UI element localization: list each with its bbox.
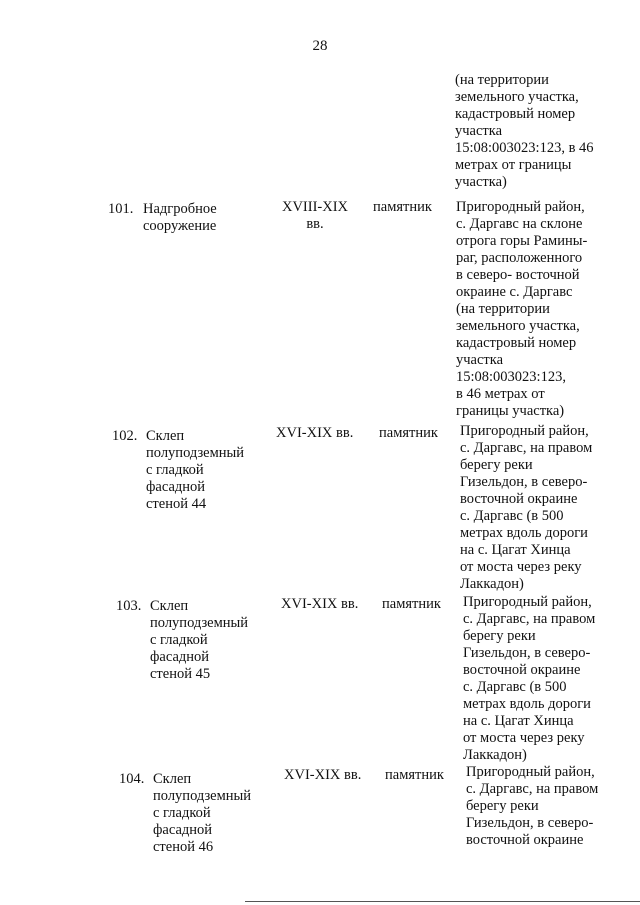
row-number: 103. bbox=[116, 598, 142, 614]
row-number: 104. bbox=[119, 771, 145, 787]
monument-name bbox=[146, 428, 244, 513]
location-line: в 46 метрах от bbox=[456, 386, 545, 402]
location-line: участка bbox=[455, 123, 503, 139]
location-line: берегу реки bbox=[460, 457, 533, 473]
location bbox=[463, 594, 595, 764]
location-line: Гизельдон, в северо- bbox=[460, 474, 588, 490]
location-line: кадастровый номер bbox=[456, 335, 577, 351]
location-line: участка bbox=[456, 352, 504, 368]
location-line: Лаккадон) bbox=[463, 747, 527, 763]
location-line: 15:08:003023:123, bbox=[456, 369, 566, 385]
location-line: участка) bbox=[455, 174, 507, 190]
period-line: вв. bbox=[306, 216, 324, 232]
category: памятник bbox=[379, 425, 438, 441]
name-line: полуподземный bbox=[150, 615, 249, 631]
location-line: восточной окраине bbox=[466, 832, 584, 848]
location-line: на с. Цагат Хинца bbox=[460, 542, 571, 558]
name-line: фасадной bbox=[153, 822, 213, 838]
name-line: стеной 45 bbox=[150, 666, 211, 682]
location-line: раг, расположенного bbox=[456, 250, 583, 266]
name-line: стеной 46 bbox=[153, 839, 214, 855]
period-line: XVI-XIX вв. bbox=[281, 596, 359, 612]
name-line: Склеп bbox=[153, 771, 192, 787]
name-line: полуподземный bbox=[153, 788, 252, 804]
location-line: (на территории bbox=[455, 72, 549, 88]
location-line: Гизельдон, в северо- bbox=[466, 815, 594, 831]
category: памятник bbox=[382, 596, 441, 612]
period bbox=[284, 767, 361, 784]
location-line: земельного участка, bbox=[456, 318, 580, 334]
location-line: метрах вдоль дороги bbox=[460, 525, 588, 541]
location-line: в северо- восточной bbox=[456, 267, 580, 283]
location-line: метрах вдоль дороги bbox=[463, 696, 591, 712]
name-line: с гладкой bbox=[153, 805, 211, 821]
name-line: фасадной bbox=[146, 479, 206, 495]
name-line: фасадной bbox=[150, 649, 210, 665]
location-line: от моста через реку bbox=[460, 559, 582, 575]
location-line: с. Даргавс, на правом bbox=[460, 440, 593, 456]
name-line: Надгробное bbox=[143, 201, 217, 217]
name-line: Склеп bbox=[146, 428, 185, 444]
row-number: 101. bbox=[108, 201, 134, 217]
location-line: Пригородный район, bbox=[456, 199, 585, 215]
location-line: отрога горы Рамины- bbox=[456, 233, 588, 249]
name-line: полуподземный bbox=[146, 445, 245, 461]
location-line: земельного участка, bbox=[455, 89, 579, 105]
location bbox=[466, 764, 598, 849]
location-line: берегу реки bbox=[466, 798, 539, 814]
period bbox=[276, 425, 353, 442]
location-line: кадастровый номер bbox=[455, 106, 576, 122]
location-line: Гизельдон, в северо- bbox=[463, 645, 591, 661]
location-line: с. Даргавс на склоне bbox=[456, 216, 583, 232]
location-line: Пригородный район, bbox=[466, 764, 595, 780]
period-line: XVI-XIX вв. bbox=[276, 425, 354, 441]
location-line: восточной окраине bbox=[460, 491, 578, 507]
period bbox=[281, 596, 358, 613]
category: памятник bbox=[385, 767, 444, 783]
location-line: берегу реки bbox=[463, 628, 536, 644]
location-line: окраине с. Даргавс bbox=[456, 284, 573, 300]
location-line: с. Даргавс (в 500 bbox=[460, 508, 564, 524]
carryover-location bbox=[455, 72, 594, 191]
location-line: Пригородный район, bbox=[460, 423, 589, 439]
name-line: с гладкой bbox=[150, 632, 208, 648]
period-line: XVIII-XIX bbox=[281, 199, 349, 215]
name-line: с гладкой bbox=[146, 462, 204, 478]
location bbox=[456, 199, 587, 420]
monument-name bbox=[153, 771, 251, 856]
location-line: (на территории bbox=[456, 301, 550, 317]
page-edge-divider bbox=[245, 901, 640, 902]
location bbox=[460, 423, 592, 593]
location-line: восточной окраине bbox=[463, 662, 581, 678]
location-line: от моста через реку bbox=[463, 730, 585, 746]
monument-name bbox=[143, 201, 217, 235]
location-line: с. Даргавс, на правом bbox=[466, 781, 599, 797]
name-line: Склеп bbox=[150, 598, 189, 614]
period-line: XVI-XIX вв. bbox=[284, 767, 362, 783]
location-line: 15:08:003023:123, в 46 bbox=[455, 140, 594, 156]
location-line: с. Даргавс (в 500 bbox=[463, 679, 567, 695]
location-line: на с. Цагат Хинца bbox=[463, 713, 574, 729]
location-line: метрах от границы bbox=[455, 157, 572, 173]
location-line: с. Даргавс, на правом bbox=[463, 611, 596, 627]
name-line: сооружение bbox=[143, 218, 217, 234]
row-number: 102. bbox=[112, 428, 138, 444]
location-line: границы участка) bbox=[456, 403, 565, 419]
category: памятник bbox=[373, 199, 432, 215]
location-line: Лаккадон) bbox=[460, 576, 524, 592]
period bbox=[280, 199, 350, 233]
location-line: Пригородный район, bbox=[463, 594, 592, 610]
monument-name bbox=[150, 598, 248, 683]
name-line: стеной 44 bbox=[146, 496, 207, 512]
page-number: 28 bbox=[312, 38, 328, 54]
